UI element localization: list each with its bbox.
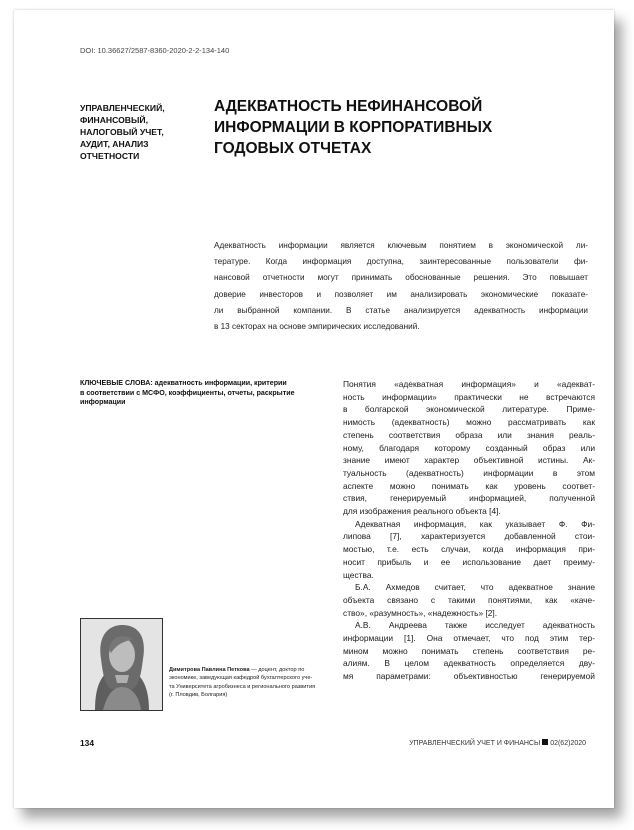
- abstract: [214, 238, 588, 335]
- body-line: степень соответствия образа или знания реаль-: [343, 429, 595, 440]
- page-number: 134: [80, 738, 94, 748]
- body-line: туальность (адекватность) информации в этом: [343, 467, 595, 478]
- rubric-line: АУДИТ, АНАЛИЗ: [80, 139, 149, 149]
- rubric-heading: [80, 102, 210, 162]
- body-line: ство», «разумность», «надежность» [2].: [343, 607, 498, 618]
- body-line: объекта связано с такими понятиями, как «каче-: [343, 594, 595, 605]
- doi-line: DOI: 10.36627/2587-8360-2020-2-2-134-140: [80, 46, 230, 55]
- body-line: липова [7], характеризуется добавленной стои-: [343, 531, 595, 542]
- body-line: А.В. Андреева также исследует адекватность: [355, 620, 595, 631]
- title-line: ИНФОРМАЦИИ В КОРПОРАТИВНЫХ: [214, 119, 493, 136]
- body-line: мостью, т.е. есть случаи, когда информация при-: [343, 544, 595, 555]
- abstract-line: в 13 секторах на основе эмпирических исследований.: [214, 322, 420, 332]
- body-line: знание имеют характер объективной истины. Ак-: [343, 455, 595, 466]
- author-line: экономике, заведующая кафедрой бухгалтерского уче-: [169, 675, 313, 682]
- body-line: информации [1]. Она отмечает, что под этим тер-: [343, 633, 595, 644]
- body-line: ному, благодаря которому созданный образ или: [343, 442, 595, 453]
- abstract-line: нансовой отчетности могут принимать обоснованные решения. Это повышает: [214, 273, 588, 283]
- portrait-image: [81, 619, 162, 710]
- body-line: мя параметрами: объективностью генерируемой: [343, 671, 595, 682]
- author-line: (г. Пловдив, Болгария): [169, 692, 228, 699]
- abstract-line: доверие инвесторов и позволяет им анализировать экономические показате-: [214, 289, 588, 299]
- abstract-line: Адекватность информации является ключевым понятием в экономической ли-: [214, 241, 588, 250]
- body-line: Понятия «адекватная информация» и «адекват-: [343, 379, 595, 389]
- body-line: щества.: [343, 569, 374, 580]
- title-line: АДЕКВАТНОСТЬ НЕФИНАНСОВОЙ: [214, 98, 483, 115]
- body-line: алиям. В целом адекватность определяется дву-: [343, 658, 595, 669]
- rubric-line: НАЛОГОВЫЙ УЧЕТ,: [80, 127, 164, 137]
- body-line: ствия, генерируемый информацией, полученной: [343, 493, 595, 504]
- rubric-line: УПРАВЛЕНЧЕСКИЙ,: [80, 103, 165, 113]
- keywords-line: в соответствии с МСФО, коэффициенты, отчеты, раскрытие: [80, 388, 295, 397]
- body-line: мином можно понимать степень соответствия ре-: [343, 645, 595, 656]
- keywords: [80, 379, 320, 408]
- issue-number: 02(62)2020: [550, 740, 586, 747]
- abstract-line: тературе. Когда информация доступна, заинтересованные пользователи фи-: [214, 257, 588, 267]
- body-line: для изображения реального объекта [4].: [343, 506, 501, 517]
- article-body: [343, 378, 595, 683]
- article-title: [214, 96, 544, 159]
- keywords-line: КЛЮЧЕВЫЕ СЛОВА: адекватность информации, критерии: [80, 379, 287, 387]
- square-separator-icon: [542, 739, 548, 745]
- body-line: Адекватная информация, как указывает Ф. Фи-: [355, 518, 595, 529]
- abstract-line: ли выбранной компании. В статье анализируется адекватность информации: [214, 305, 588, 315]
- author-line: та Университета агробизнеса и регионального развития: [169, 683, 316, 690]
- body-line: аспекте можно понимать как уровень соответ-: [343, 480, 595, 491]
- body-line: Б.А. Ахмедов считает, что адекватное знание: [355, 582, 595, 593]
- keywords-line: информации: [80, 398, 126, 407]
- rubric-line: ФИНАНСОВЫЙ,: [80, 115, 148, 125]
- author-line: — доцент, доктор по: [249, 667, 305, 673]
- body-line: носит прибыль и ее использование дает преиму-: [343, 556, 595, 567]
- rubric-line: ОТЧЕТНОСТИ: [80, 151, 140, 161]
- title-line: ГОДОВЫХ ОТЧЕТАХ: [214, 140, 372, 157]
- journal-page: [14, 10, 614, 808]
- body-line: в болгарской экономической литературе. Приме-: [343, 404, 595, 415]
- author-photo: [80, 618, 163, 711]
- running-footer: [409, 739, 586, 747]
- author-name: Димитрова Павлина Петкова: [169, 667, 250, 673]
- author-info: [169, 666, 339, 700]
- body-line: нимость (адекватность) можно рассматривать как: [343, 417, 595, 428]
- journal-name: УПРАВЛЕНЧЕСКИЙ УЧЕТ И ФИНАНСЫ: [409, 740, 541, 747]
- body-line: ность информации» практически не встречаются: [343, 391, 595, 402]
